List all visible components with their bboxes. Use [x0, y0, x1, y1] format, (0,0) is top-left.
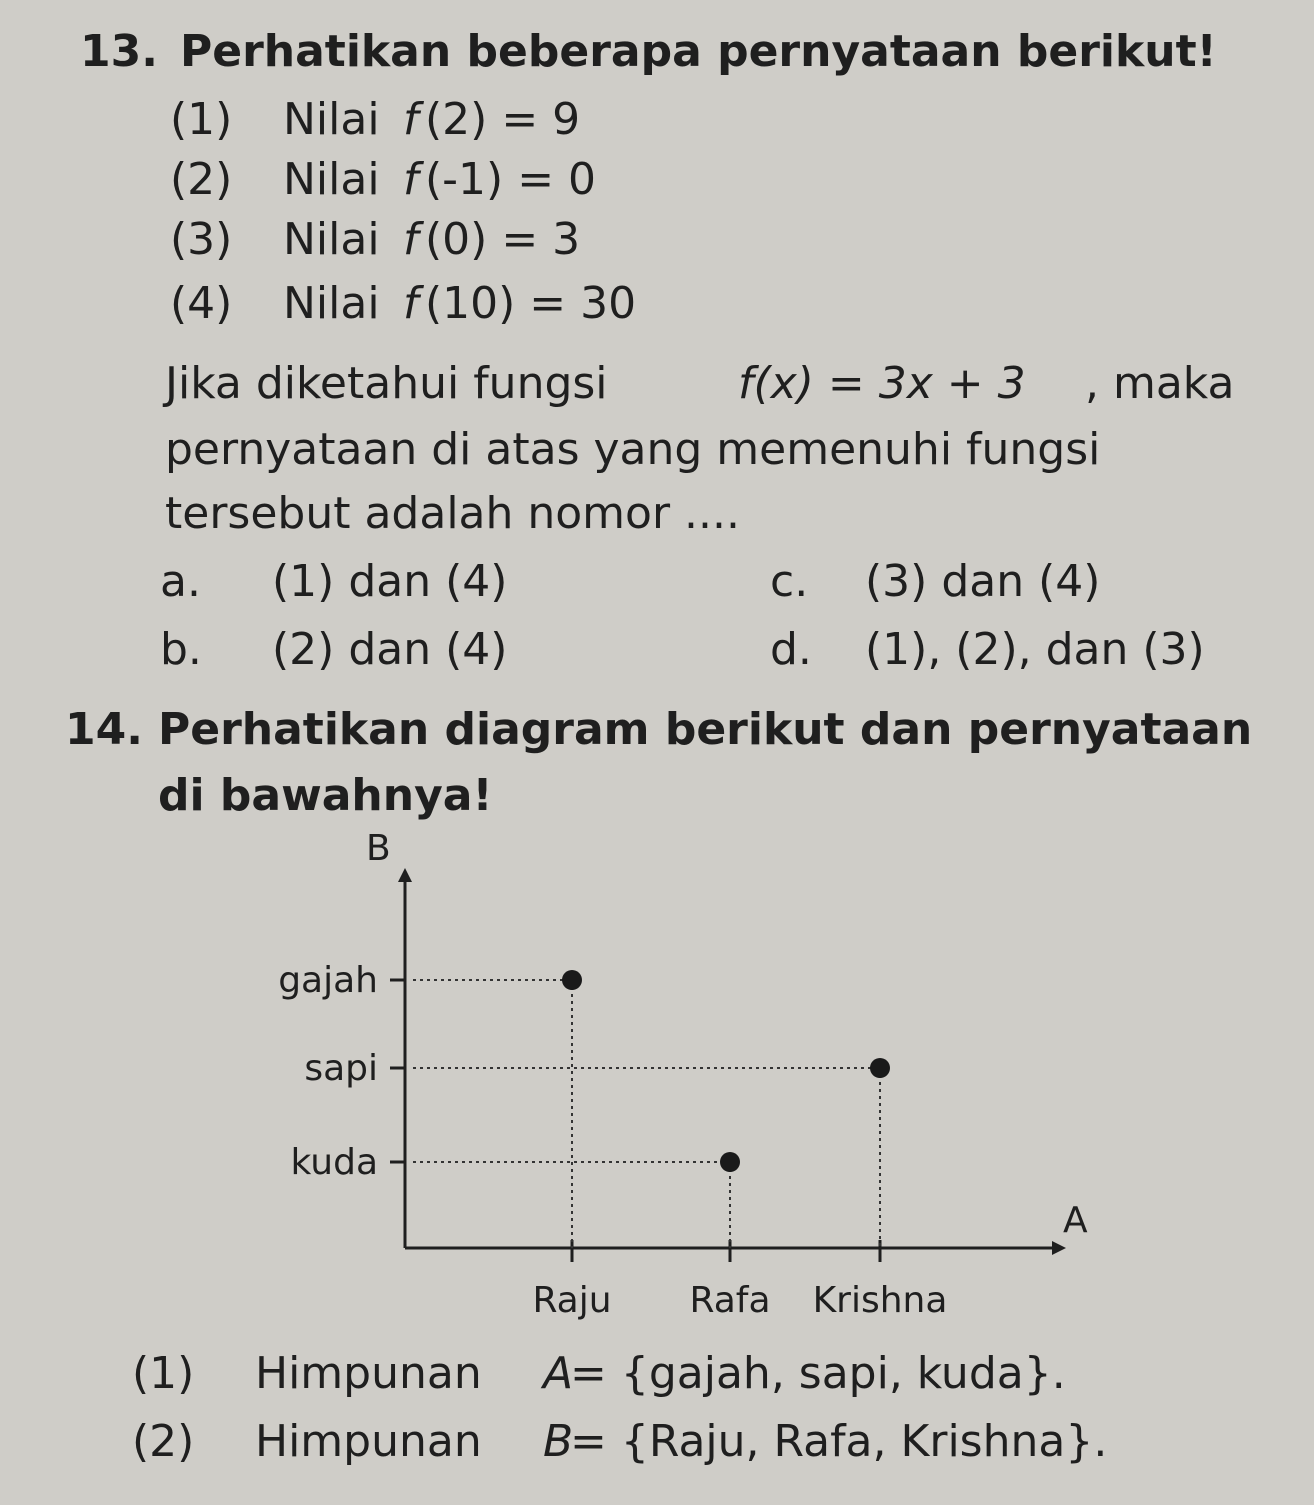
statement-number: (4): [170, 278, 233, 329]
statement-number: (1): [170, 94, 233, 145]
statement-word: Nilai: [283, 278, 380, 329]
q14-number: 14.: [65, 704, 143, 755]
q13-body-text: tersebut adalah nomor ....: [165, 488, 740, 539]
statement-number: (3): [170, 214, 233, 265]
option-letter: d.: [770, 624, 812, 675]
option-letter: a.: [160, 556, 201, 607]
function-symbol: f: [403, 154, 419, 205]
q14-prompt: Perhatikan diagram berikut dan pernyataan: [158, 704, 1253, 755]
q13-prompt: Perhatikan beberapa pernyataan berikut!: [180, 26, 1217, 77]
q13-function-definition: f(x) = 3x + 3: [738, 358, 1026, 409]
set-members: = {Raju, Rafa, Krishna}.: [570, 1416, 1108, 1467]
function-symbol: f: [403, 94, 419, 145]
option-text: (3) dan (4): [865, 556, 1101, 607]
statement-text: Himpunan: [255, 1416, 482, 1467]
statement-number: (1): [132, 1348, 195, 1399]
x-category-label: Rafa: [689, 1280, 771, 1321]
option-letter: b.: [160, 624, 202, 675]
x-axis-label: A: [1063, 1200, 1088, 1241]
y-category-label: gajah: [278, 960, 378, 1001]
statement-expression: (0) = 3: [425, 214, 581, 265]
x-category-label: Raju: [532, 1280, 612, 1321]
relation-point: [870, 1058, 890, 1078]
option-text: (1), (2), dan (3): [865, 624, 1205, 675]
q13-body-text: pernyataan di atas yang memenuhi fungsi: [165, 424, 1101, 475]
set-symbol: B: [543, 1416, 574, 1467]
statement-expression: (10) = 30: [425, 278, 637, 329]
relation-point: [562, 970, 582, 990]
q13-body-text: Jika diketahui fungsi: [165, 358, 608, 409]
statement-word: Nilai: [283, 94, 380, 145]
option-text: (2) dan (4): [272, 624, 508, 675]
statement-expression: (2) = 9: [425, 94, 581, 145]
set-members: = {gajah, sapi, kuda}.: [570, 1348, 1066, 1399]
statement-number: (2): [132, 1416, 195, 1467]
y-category-label: sapi: [304, 1048, 378, 1089]
statement-expression: (-1) = 0: [425, 154, 597, 205]
statement-text: Himpunan: [255, 1348, 482, 1399]
statement-word: Nilai: [283, 154, 380, 205]
y-category-label: kuda: [290, 1142, 378, 1183]
relation-point: [720, 1152, 740, 1172]
q14-prompt: di bawahnya!: [158, 770, 493, 821]
option-text: (1) dan (4): [272, 556, 508, 607]
option-letter: c.: [770, 556, 809, 607]
function-symbol: f: [403, 214, 419, 265]
x-category-label: Krishna: [812, 1280, 948, 1321]
statement-word: Nilai: [283, 214, 380, 265]
set-symbol: A: [543, 1348, 574, 1399]
q13-number: 13.: [80, 26, 158, 77]
statement-number: (2): [170, 154, 233, 205]
y-axis-label: B: [366, 828, 391, 869]
function-symbol: f: [403, 278, 419, 329]
q13-body-text: , maka: [1085, 358, 1235, 409]
